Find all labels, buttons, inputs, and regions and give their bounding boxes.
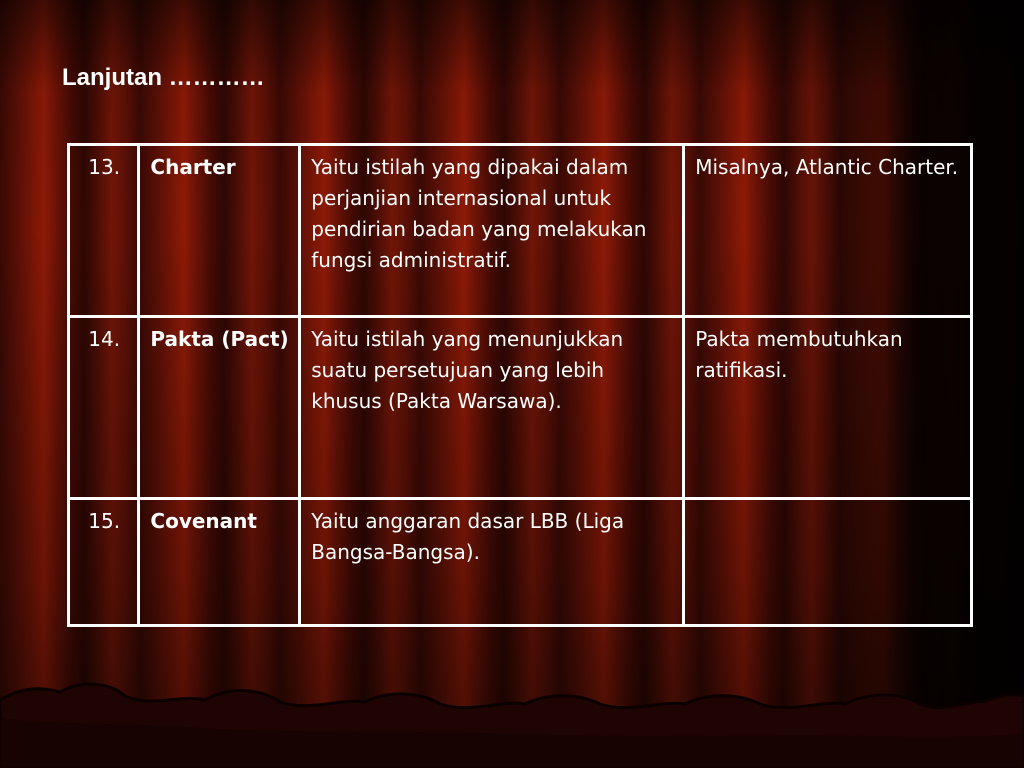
table-row bbox=[69, 499, 972, 626]
row-number: 15. bbox=[69, 499, 139, 626]
term-definition: Yaitu istilah yang dipakai dalam perjanjian internasional untuk pendirian badan yang melakukan fungsi administratif. bbox=[300, 145, 684, 317]
row-number: 13. bbox=[69, 145, 139, 317]
term-example: Misalnya, Atlantic Charter. bbox=[684, 145, 972, 317]
slide-title: Lanjutan ………… bbox=[62, 64, 265, 91]
curtain-hem-decoration bbox=[0, 678, 1024, 768]
row-number: 14. bbox=[69, 317, 139, 499]
term-name: Pakta (Pact) bbox=[139, 317, 300, 499]
term-name: Covenant bbox=[139, 499, 300, 626]
table-row bbox=[69, 145, 972, 317]
term-definition: Yaitu anggaran dasar LBB (Liga Bangsa-Bangsa). bbox=[300, 499, 684, 626]
table-row bbox=[69, 317, 972, 499]
term-name: Charter bbox=[139, 145, 300, 317]
term-definition: Yaitu istilah yang menunjukkan suatu persetujuan yang lebih khusus (Pakta Warsawa). bbox=[300, 317, 684, 499]
terms-table bbox=[67, 143, 973, 627]
term-example: Pakta membutuhkan ratifikasi. bbox=[684, 317, 972, 499]
term-example bbox=[684, 499, 972, 626]
